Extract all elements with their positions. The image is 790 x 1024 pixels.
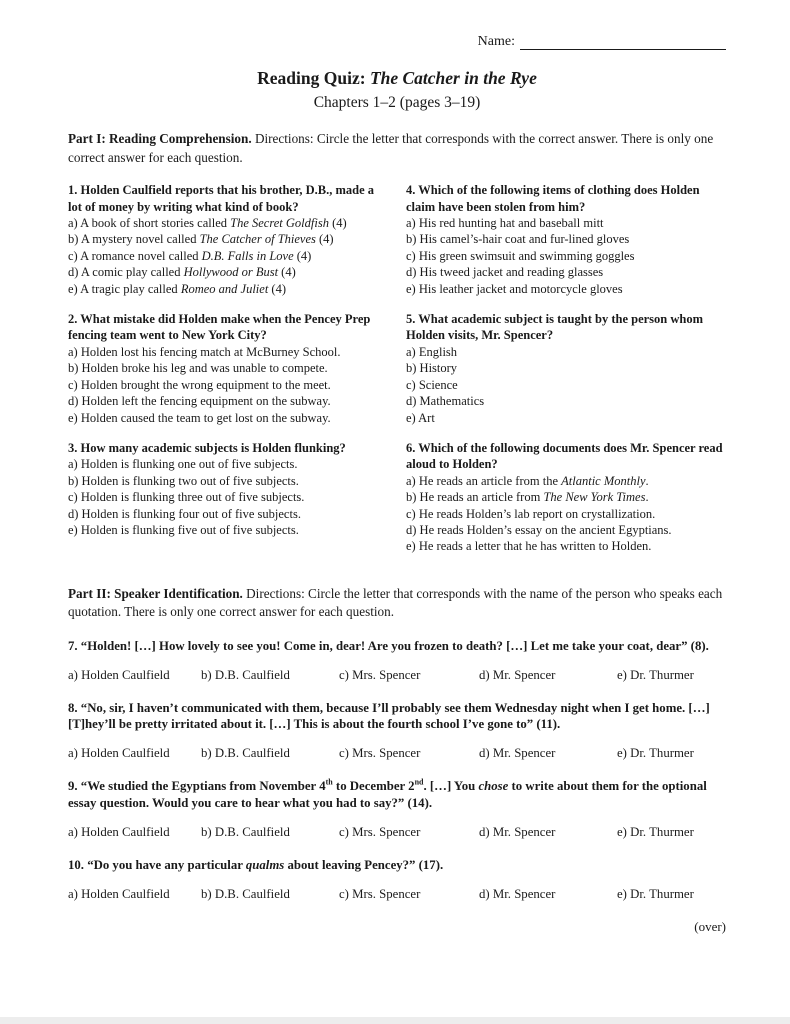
question-6-option-c: c) He reads Holden’s lab report on crystallization. xyxy=(406,506,656,521)
question-8-choice-e: e) Dr. Thurmer xyxy=(617,746,694,761)
question-1-stem: 1. Holden Caulfield reports that his brother, D.B., made a lot of money by writing what kind of book? xyxy=(68,183,375,214)
text-segment: e) A tragic play called xyxy=(68,281,181,296)
question-10-choice-b: b) D.B. Caulfield xyxy=(201,886,290,901)
question-2-option-d: d) Holden left the fencing equipment on the subway. xyxy=(68,394,331,409)
text-segment: b) A mystery novel called xyxy=(68,232,200,247)
question-4-option-a: a) His red hunting hat and baseball mitt xyxy=(406,216,604,231)
question-8-choice-a: a) Holden Caulfield xyxy=(68,746,170,761)
text-segment: (4) xyxy=(315,232,334,247)
part2-question-list xyxy=(68,638,726,902)
question-2-option-e: e) Holden caused the team to get lost on the subway. xyxy=(68,410,331,425)
question-2-stem: 2. What mistake did Holden make when the Pencey Prep fencing team went to New York City? xyxy=(68,312,371,343)
question-3-option-b: b) Holden is flunking two out of five subjects. xyxy=(68,473,299,488)
part2-header xyxy=(68,585,726,622)
question-7-choice-a: a) Holden Caulfield xyxy=(68,667,170,682)
name-label: Name: xyxy=(477,34,515,49)
question-4-option-b: b) His camel’s-hair coat and fur-lined gloves xyxy=(406,232,630,247)
name-blank-line xyxy=(520,35,726,50)
question-9-stem xyxy=(68,778,726,812)
question-3-option-a: a) Holden is flunking one out of five subjects. xyxy=(68,457,298,472)
question-7-stem: 7. “Holden! […] How lovely to see you! Come in, dear! Are you frozen to death? […] Let me take your coat, dear” (8). xyxy=(68,638,709,653)
question-7-choice-b: b) D.B. Caulfield xyxy=(201,667,290,682)
text-segment: d) A comic play called xyxy=(68,265,184,280)
question-9-choice-e: e) Dr. Thurmer xyxy=(617,824,694,839)
question-1-option-c xyxy=(68,248,388,264)
text-segment: . xyxy=(645,473,649,488)
italic-text: The New York Times xyxy=(543,490,646,505)
question-7-choice-e: e) Dr. Thurmer xyxy=(617,667,694,682)
question-4-option-d: d) His tweed jacket and reading glasses xyxy=(406,265,604,280)
question-1-option-e xyxy=(68,281,388,297)
question-7-choices-row xyxy=(68,667,726,683)
question-2-option-b: b) Holden broke his leg and was unable to compete. xyxy=(68,361,328,376)
question-1 xyxy=(68,182,388,297)
question-6 xyxy=(406,440,726,555)
text-segment: . […] You xyxy=(423,779,479,794)
text-segment: a) A book of short stories called xyxy=(68,216,231,231)
text-segment: to write about them for the optional essay question. Would you care to hear what you had to say?” (14). xyxy=(68,779,707,810)
question-6-option-a xyxy=(406,473,726,489)
question-4-stem: 4. Which of the following items of clothing does Holden claim have been stolen from him? xyxy=(406,183,700,214)
question-1-option-b xyxy=(68,231,388,247)
question-4 xyxy=(406,182,726,297)
italic-text: The Secret Goldfish xyxy=(230,216,329,231)
question-5-option-d: d) Mathematics xyxy=(406,394,485,409)
question-9-choice-a: a) Holden Caulfield xyxy=(68,824,170,839)
italic-text: chose xyxy=(478,779,509,794)
text-segment: 9. “We studied the Egyptians from November 4 xyxy=(68,779,326,794)
question-2 xyxy=(68,311,388,426)
part1-left-column xyxy=(68,182,388,569)
question-8-choice-c: c) Mrs. Spencer xyxy=(339,746,421,761)
text-segment: 10. “Do you have any particular xyxy=(68,857,246,872)
title-prefix: Reading Quiz: xyxy=(257,68,370,88)
question-2-option-a: a) Holden lost his fencing match at McBurney School. xyxy=(68,344,341,359)
superscript-text: th xyxy=(325,777,333,787)
question-10-choice-a: a) Holden Caulfield xyxy=(68,886,170,901)
question-4-option-c: c) His green swimsuit and swimming goggles xyxy=(406,248,635,263)
question-1-option-a xyxy=(68,215,388,231)
part1-question-grid xyxy=(68,182,726,569)
question-6-option-e: e) He reads a letter that he has written to Holden. xyxy=(406,539,652,554)
question-6-stem: 6. Which of the following documents does Mr. Spencer read aloud to Holden? xyxy=(406,440,723,472)
question-10-choice-e: e) Dr. Thurmer xyxy=(617,886,694,901)
part2-heading: Part II: Speaker Identification. xyxy=(68,585,243,601)
question-9-choice-c: c) Mrs. Spencer xyxy=(339,824,421,839)
italic-text: Romeo and Juliet xyxy=(180,281,269,296)
italic-text: qualms xyxy=(245,857,285,872)
question-8-choice-b: b) D.B. Caulfield xyxy=(201,746,290,761)
question-9-choice-d: d) Mr. Spencer xyxy=(479,824,556,839)
part1-heading: Part I: Reading Comprehension. xyxy=(68,131,252,147)
question-6-option-d: d) He reads Holden’s essay on the ancient Egyptians. xyxy=(406,522,672,537)
question-6-option-b xyxy=(406,489,726,505)
question-3-option-c: c) Holden is flunking three out of five subjects. xyxy=(68,490,305,505)
question-2-option-c: c) Holden brought the wrong equipment to the meet. xyxy=(68,377,331,392)
part1-right-column xyxy=(406,182,726,569)
text-segment: . xyxy=(645,490,649,505)
text-segment: to December 2 xyxy=(332,779,415,794)
book-title: The Catcher in the Rye xyxy=(369,68,537,88)
part1-directions: Directions: Circle the letter that corresponds with the correct answer. There is only one correct answer for each question. xyxy=(68,131,714,165)
text-segment: (4) xyxy=(293,248,312,263)
question-4-option-e: e) His leather jacket and motorcycle gloves xyxy=(406,281,623,296)
text-segment: about leaving Pencey?” (17). xyxy=(284,857,444,872)
text-segment: b) He reads an article from xyxy=(406,490,544,505)
question-9-choices-row xyxy=(68,824,726,840)
question-10-stem xyxy=(68,857,726,874)
question-3-option-d: d) Holden is flunking four out of five subjects. xyxy=(68,506,301,521)
part2-directions: Directions: Circle the letter that corresponds with the name of the person who speaks each quotation. There is only one correct answer for each question. xyxy=(68,585,723,620)
question-7-choice-d: d) Mr. Spencer xyxy=(479,667,556,682)
question-10-choices-row xyxy=(68,886,726,902)
question-5-option-a: a) English xyxy=(406,344,458,359)
italic-text: Hollywood or Bust xyxy=(183,265,279,280)
question-8-stem: 8. “No, sir, I haven’t communicated with them, because I’ll probably see them Wednesday night when I get home. […] [T]hey’ll be pretty irritated about it. […] This is about the fourth school I’ve gone to” (11). xyxy=(68,700,710,732)
question-5-option-b: b) History xyxy=(406,361,458,376)
superscript-text: nd xyxy=(414,777,424,787)
italic-text: D.B. Falls in Love xyxy=(201,248,294,263)
question-10-choice-c: c) Mrs. Spencer xyxy=(339,886,421,901)
question-1-option-d xyxy=(68,264,388,280)
italic-text: Atlantic Monthly xyxy=(561,473,646,488)
question-5-option-c: c) Science xyxy=(406,377,458,392)
name-row xyxy=(68,34,726,54)
page-subtitle: Chapters 1–2 (pages 3–19) xyxy=(313,93,481,111)
question-8-choices-row xyxy=(68,745,726,761)
question-3 xyxy=(68,440,388,538)
question-3-stem: 3. How many academic subjects is Holden flunking? xyxy=(68,440,346,455)
over-label: (over) xyxy=(694,918,726,934)
text-segment: (4) xyxy=(268,281,286,296)
question-5-stem: 5. What academic subject is taught by the person whom Holden visits, Mr. Spencer? xyxy=(406,312,703,343)
question-10-choice-d: d) Mr. Spencer xyxy=(479,886,556,901)
italic-text: The Catcher of Thieves xyxy=(199,232,316,247)
question-5-option-e: e) Art xyxy=(406,410,435,425)
page-title xyxy=(68,68,726,90)
viewer-bottom-edge xyxy=(0,1017,790,1024)
question-7-choice-c: c) Mrs. Spencer xyxy=(339,667,421,682)
question-8-choice-d: d) Mr. Spencer xyxy=(479,746,556,761)
text-segment: (4) xyxy=(278,265,296,280)
question-9-choice-b: b) D.B. Caulfield xyxy=(201,824,290,839)
part1-header xyxy=(68,130,726,167)
text-segment: (4) xyxy=(328,216,347,231)
question-3-option-e: e) Holden is flunking five out of five subjects. xyxy=(68,522,299,537)
question-5 xyxy=(406,311,726,426)
text-segment: a) He reads an article from the xyxy=(406,473,562,488)
text-segment: c) A romance novel called xyxy=(68,248,202,263)
